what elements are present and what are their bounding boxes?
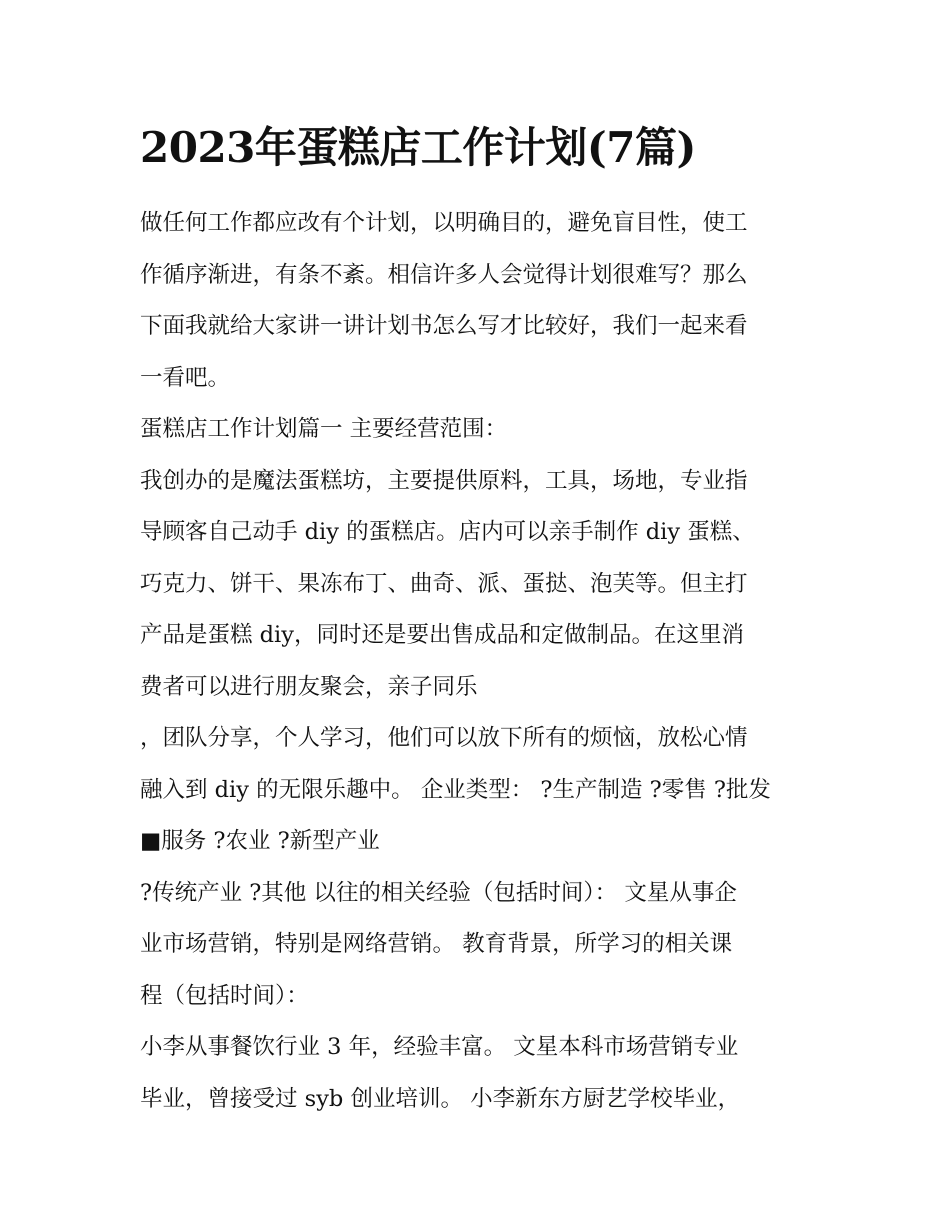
paragraph-line: 我创办的是魔法蛋糕坊，主要提供原料，工具，场地，专业指 [140, 467, 748, 494]
paragraph-line: 一看吧。 [140, 364, 231, 391]
paragraph-line: 费者可以进行朋友聚会，亲子同乐 [140, 673, 478, 700]
paragraph-line: 作循序渐进，有条不紊。相信许多人会觉得计划很难写？那么 [140, 261, 748, 288]
paragraph-line: 毕业，曾接受过 syb 创业培训。 小李新东方厨艺学校毕业， [140, 1085, 741, 1112]
document-body [140, 198, 812, 1125]
paragraph-line: 做任何工作都应改有个计划，以明确目的，避免盲目性，使工 [140, 210, 748, 236]
paragraph-line: 小李从事餐饮行业 3 年，经验丰富。 文星本科市场营销专业 [140, 1034, 739, 1060]
paragraph-line: 程（包括时间）： [140, 982, 309, 1009]
document-title: 2023年蛋糕店工作计划(7篇) [140, 123, 696, 172]
paragraph-line: 下面我就给大家讲一讲计划书怎么写才比较好，我们一起来看 [140, 313, 748, 339]
paragraph-line: ，团队分享，个人学习，他们可以放下所有的烦恼，放松心情 [140, 725, 748, 751]
paragraph-line: 产品是蛋糕 diy，同时还是要出售成品和定做制品。在这里消 [140, 622, 744, 648]
paragraph-line: 导顾客自己动手 diy 的蛋糕店。店内可以亲手制作 diy 蛋糕、 [140, 519, 755, 545]
paragraph-line: 融入到 diy 的无限乐趣中。 企业类型： ?生产制造 ?零售 ?批发 [140, 776, 771, 803]
paragraph-line: 业市场营销，特别是网络营销。 教育背景，所学习的相关课 [140, 931, 733, 957]
paragraph-line: ?传统产业 ?其他 以往的相关经验（包括时间）： 文星从事企 [140, 879, 737, 906]
section-heading: 蛋糕店工作计划篇一 主要经营范围： [140, 416, 508, 442]
paragraph-line: 巧克力、饼干、果冻布丁、曲奇、派、蛋挞、泡芙等。但主打 [140, 570, 748, 597]
paragraph-line: ■服务 ?农业 ?新型产业 [140, 828, 380, 854]
